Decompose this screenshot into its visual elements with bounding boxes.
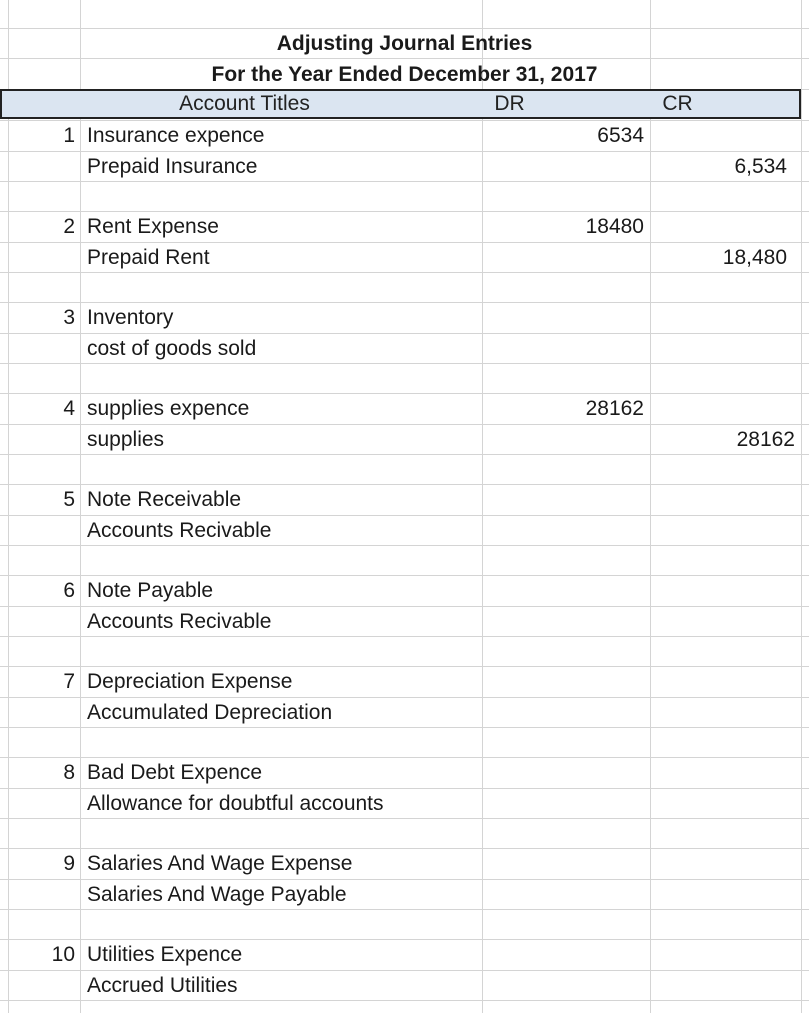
grid-column-line bbox=[482, 0, 483, 1013]
entry-number[interactable]: 10 bbox=[51, 943, 75, 966]
credit-account-cell[interactable]: Salaries And Wage Payable bbox=[87, 883, 347, 906]
entry-number[interactable]: 2 bbox=[63, 215, 75, 238]
credit-account-cell[interactable]: Accumulated Depreciation bbox=[87, 701, 333, 724]
entry-number[interactable]: 3 bbox=[63, 306, 75, 329]
entry-number[interactable]: 1 bbox=[63, 124, 75, 147]
debit-account-cell[interactable]: Utilities Expence bbox=[87, 943, 243, 966]
cr-amount-cell[interactable]: 28162 bbox=[736, 428, 795, 451]
header-cr[interactable]: CR bbox=[662, 92, 693, 115]
entry-number[interactable]: 7 bbox=[63, 670, 75, 693]
debit-account-cell[interactable]: Insurance expence bbox=[87, 124, 265, 147]
entry-number[interactable]: 4 bbox=[63, 397, 75, 420]
debit-account-cell[interactable]: Rent Expense bbox=[87, 215, 219, 238]
debit-account-cell[interactable]: Salaries And Wage Expense bbox=[87, 852, 353, 875]
sheet-subtitle[interactable]: For the Year Ended December 31, 2017 bbox=[211, 63, 598, 86]
dr-amount-cell[interactable]: 18480 bbox=[585, 215, 644, 238]
debit-account-cell[interactable]: Bad Debt Expence bbox=[87, 761, 263, 784]
entry-number[interactable]: 8 bbox=[63, 761, 75, 784]
cr-amount-cell[interactable]: 18,480 bbox=[722, 246, 787, 269]
grid-column-line bbox=[801, 0, 802, 1013]
entry-number[interactable]: 5 bbox=[63, 488, 75, 511]
debit-account-cell[interactable]: Note Payable bbox=[87, 579, 214, 602]
entry-number[interactable]: 9 bbox=[63, 852, 75, 875]
debit-account-cell[interactable]: Note Receivable bbox=[87, 488, 242, 511]
credit-account-cell[interactable]: cost of goods sold bbox=[87, 337, 257, 360]
grid-column-line bbox=[80, 0, 81, 1013]
credit-account-cell[interactable]: Accrued Utilities bbox=[87, 974, 238, 997]
sheet-title[interactable]: Adjusting Journal Entries bbox=[276, 32, 533, 55]
cr-amount-cell[interactable]: 6,534 bbox=[734, 155, 787, 178]
dr-amount-cell[interactable]: 6534 bbox=[597, 124, 644, 147]
credit-account-cell[interactable]: Accounts Recivable bbox=[87, 519, 272, 542]
credit-account-cell[interactable]: Allowance for doubtful accounts bbox=[87, 792, 384, 815]
grid-column-line bbox=[8, 0, 9, 1013]
debit-account-cell[interactable]: Inventory bbox=[87, 306, 174, 329]
header-account-titles[interactable]: Account Titles bbox=[179, 92, 310, 115]
credit-account-cell[interactable]: Prepaid Insurance bbox=[87, 155, 258, 178]
credit-account-cell[interactable]: Prepaid Rent bbox=[87, 246, 210, 269]
entry-number[interactable]: 6 bbox=[63, 579, 75, 602]
debit-account-cell[interactable]: supplies expence bbox=[87, 397, 250, 420]
dr-amount-cell[interactable]: 28162 bbox=[585, 397, 644, 420]
credit-account-cell[interactable]: Accounts Recivable bbox=[87, 610, 272, 633]
header-dr[interactable]: DR bbox=[494, 92, 525, 115]
debit-account-cell[interactable]: Depreciation Expense bbox=[87, 670, 293, 693]
credit-account-cell[interactable]: supplies bbox=[87, 428, 165, 451]
